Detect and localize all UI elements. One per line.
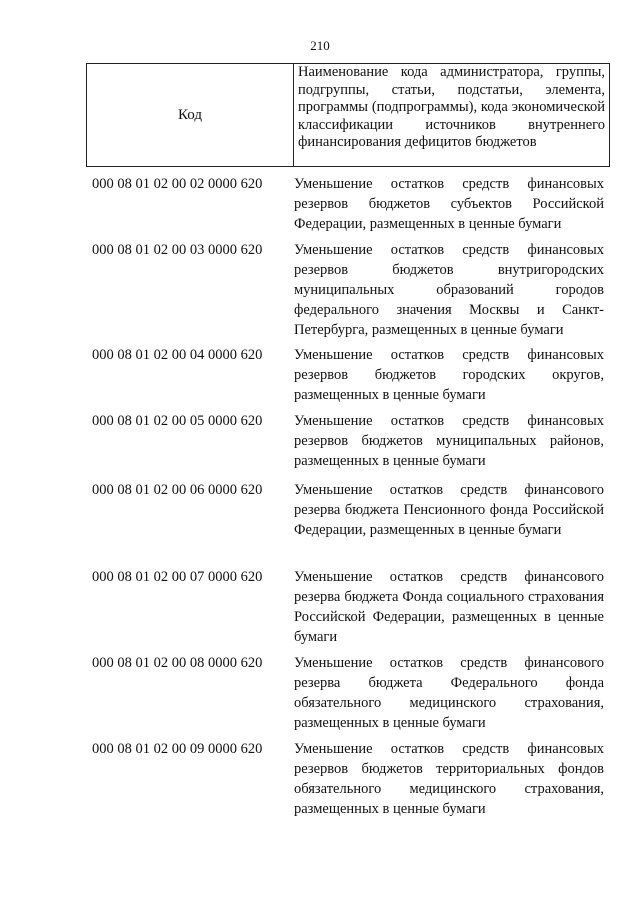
row-description: Уменьшение остатков средств финансового резерва бюджета Фонда социального страхования Российской Федерации, размещенных в ценные бумаги	[294, 569, 604, 645]
table-header	[86, 63, 610, 167]
row-description: Уменьшение остатков средств финансовых резервов бюджетов муниципальных районов, размещенных в ценные бумаги	[294, 413, 604, 469]
row-description: Уменьшение остатков средств финансовых резервов бюджетов субъектов Российской Федерации, размещенных в ценные бумаги	[294, 176, 604, 232]
row-code: 000 08 01 02 00 08 0000 620	[92, 655, 263, 671]
row-code: 000 08 01 02 00 09 0000 620	[92, 741, 263, 757]
header-name-label: Наименование кода администратора, группы, подгруппы, статьи, подстатьи, элемента, программы (подпрограммы), кода экономической классификации источников внутреннего финансирования дефицитов бюджетов	[298, 64, 605, 150]
row-code: 000 08 01 02 00 05 0000 620	[92, 413, 263, 429]
row-code: 000 08 01 02 00 02 0000 620	[92, 176, 263, 192]
row-code: 000 08 01 02 00 07 0000 620	[92, 569, 263, 585]
header-code-label: Код	[87, 64, 294, 166]
row-code: 000 08 01 02 00 03 0000 620	[92, 242, 263, 258]
row-description: Уменьшение остатков средств финансового резерва бюджета Федерального фонда обязательного медицинского страхования, размещенных в ценные бумаги	[294, 655, 604, 731]
row-description: Уменьшение остатков средств финансовых резервов бюджетов городских округов, размещенных в ценные бумаги	[294, 347, 604, 403]
row-code: 000 08 01 02 00 04 0000 620	[92, 347, 263, 363]
row-description: Уменьшение остатков средств финансовых резервов бюджетов территориальных фондов обязательного медицинского страхования, размещенных в ценные бумаги	[294, 741, 604, 817]
row-code: 000 08 01 02 00 06 0000 620	[92, 482, 263, 498]
page-number: 210	[310, 38, 330, 53]
row-description: Уменьшение остатков средств финансовых резервов бюджетов внутригородских муниципальных образований городов федерального значения Москвы и Санкт-Петербурга, размещенных в ценные бумаги	[294, 242, 604, 338]
row-description: Уменьшение остатков средств финансового резерва бюджета Пенсионного фонда Российской Федерации, размещенных в ценные бумаги	[294, 482, 604, 538]
